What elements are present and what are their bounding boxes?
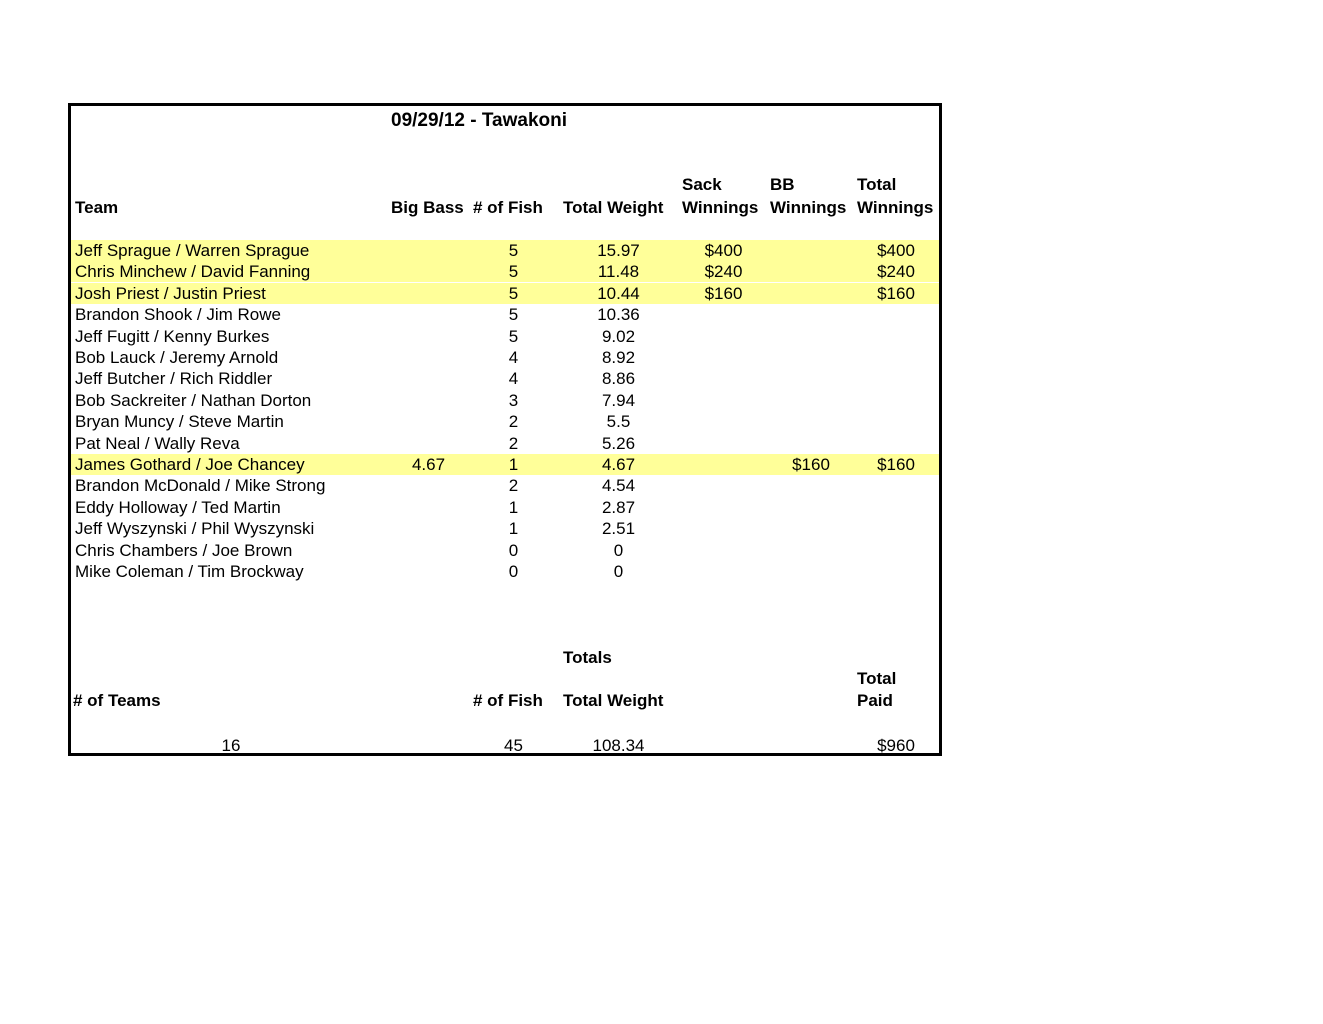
cell-bb-winnings	[771, 368, 851, 389]
cell-bb-winnings	[771, 540, 851, 561]
cell-team: Bob Sackreiter / Nathan Dorton	[75, 391, 312, 410]
table-row	[71, 347, 939, 368]
cell-sack-winnings: $160	[704, 284, 743, 303]
cell-big-bass	[391, 261, 466, 282]
header-big-bass: Big Bass	[391, 198, 464, 217]
table-row	[71, 368, 939, 389]
header-team: Team	[75, 198, 119, 217]
totals-label: Totals	[563, 648, 612, 667]
table-row	[71, 475, 939, 496]
cell-bb-winnings: $160	[792, 455, 830, 474]
header-bb-winnings-bottom: Winnings	[770, 198, 847, 217]
cell-sack-winnings	[681, 368, 766, 389]
cell-total-winnings	[856, 304, 936, 325]
cell-big-bass	[391, 240, 466, 261]
cell-total-weight: 9.02	[601, 327, 636, 346]
cell-num-fish: 2	[508, 476, 519, 495]
cell-big-bass	[391, 561, 466, 582]
cell-total-winnings	[856, 518, 936, 539]
cell-total-weight: 4.54	[601, 476, 636, 495]
cell-big-bass	[391, 347, 466, 368]
cell-bb-winnings	[771, 433, 851, 454]
cell-sack-winnings	[681, 475, 766, 496]
cell-bb-winnings	[771, 326, 851, 347]
sheet-title: 09/29/12 - Tawakoni	[391, 110, 568, 131]
table-row	[71, 518, 939, 539]
cell-total-weight: 2.51	[601, 519, 636, 538]
cell-total-weight: 5.5	[606, 412, 631, 431]
totals-total-weight-label: Total Weight	[563, 691, 664, 710]
cell-big-bass	[391, 540, 466, 561]
cell-num-fish: 1	[508, 455, 519, 474]
cell-bb-winnings	[771, 261, 851, 282]
cell-team: Eddy Holloway / Ted Martin	[75, 498, 281, 517]
cell-total-winnings	[856, 347, 936, 368]
cell-total-winnings	[856, 475, 936, 496]
cell-team: Jeff Wyszynski / Phil Wyszynski	[75, 519, 315, 538]
cell-num-fish: 5	[508, 305, 519, 324]
cell-team: Jeff Sprague / Warren Sprague	[75, 241, 310, 260]
cell-total-weight: 0	[613, 562, 624, 581]
cell-big-bass	[391, 304, 466, 325]
cell-big-bass	[391, 518, 466, 539]
cell-sack-winnings	[681, 326, 766, 347]
table-row	[71, 411, 939, 432]
table-row	[71, 240, 939, 261]
cell-total-winnings	[856, 433, 936, 454]
header-sack-winnings-bottom: Winnings	[682, 198, 759, 217]
cell-total-winnings: $240	[877, 262, 915, 281]
table-row	[71, 261, 939, 282]
cell-bb-winnings	[771, 304, 851, 325]
cell-total-winnings	[856, 540, 936, 561]
cell-total-weight: 2.87	[601, 498, 636, 517]
cell-num-fish: 0	[508, 562, 519, 581]
cell-sack-winnings	[681, 304, 766, 325]
table-row	[71, 283, 939, 304]
cell-team: Bob Lauck / Jeremy Arnold	[75, 348, 279, 367]
cell-total-weight: 8.86	[601, 369, 636, 388]
cell-team: Brandon Shook / Jim Rowe	[75, 305, 281, 324]
cell-sack-winnings	[681, 497, 766, 518]
table-row	[71, 561, 939, 582]
cell-total-weight: 10.44	[597, 284, 640, 303]
header-bb-winnings-top: BB	[770, 175, 795, 194]
cell-bb-winnings	[771, 240, 851, 261]
cell-num-fish: 0	[508, 541, 519, 560]
cell-total-weight: 4.67	[601, 455, 636, 474]
cell-team: James Gothard / Joe Chancey	[75, 455, 305, 474]
cell-team: Bryan Muncy / Steve Martin	[75, 412, 284, 431]
header-total-winnings-top: Total	[857, 175, 897, 194]
totals-total-paid-value: $960	[877, 736, 915, 755]
cell-total-winnings: $400	[877, 241, 915, 260]
cell-sack-winnings	[681, 347, 766, 368]
totals-num-fish-label: # of Fish	[473, 691, 543, 710]
totals-total-paid-label-bottom: Paid	[857, 691, 893, 710]
cell-total-weight: 10.36	[597, 305, 640, 324]
cell-total-winnings: $160	[877, 455, 915, 474]
cell-num-fish: 5	[508, 284, 519, 303]
cell-num-fish: 5	[508, 327, 519, 346]
cell-sack-winnings: $240	[704, 262, 743, 281]
cell-sack-winnings	[681, 454, 766, 475]
cell-sack-winnings	[681, 390, 766, 411]
cell-num-fish: 2	[508, 434, 519, 453]
cell-team: Pat Neal / Wally Reva	[75, 434, 240, 453]
totals-num-teams-label: # of Teams	[73, 691, 161, 710]
cell-num-fish: 3	[508, 391, 519, 410]
cell-num-fish: 5	[508, 241, 519, 260]
cell-big-bass	[391, 433, 466, 454]
cell-num-fish: 1	[508, 498, 519, 517]
cell-bb-winnings	[771, 390, 851, 411]
table-row	[71, 540, 939, 561]
table-row	[71, 326, 939, 347]
cell-total-winnings	[856, 368, 936, 389]
cell-total-winnings	[856, 497, 936, 518]
header-total-winnings-bottom: Winnings	[857, 198, 934, 217]
cell-sack-winnings	[681, 540, 766, 561]
cell-total-weight: 8.92	[601, 348, 636, 367]
cell-total-winnings	[856, 390, 936, 411]
cell-big-bass	[391, 390, 466, 411]
cell-total-winnings	[856, 326, 936, 347]
cell-total-weight: 0	[613, 541, 624, 560]
cell-team: Chris Chambers / Joe Brown	[75, 541, 293, 560]
cell-sack-winnings	[681, 433, 766, 454]
totals-total-weight-value: 108.34	[592, 736, 645, 755]
totals-num-teams-value: 16	[221, 736, 241, 755]
table-row	[71, 390, 939, 411]
cell-big-bass	[391, 283, 466, 304]
table-row	[71, 497, 939, 518]
cell-team: Brandon McDonald / Mike Strong	[75, 476, 326, 495]
cell-total-winnings	[856, 411, 936, 432]
cell-big-bass	[391, 497, 466, 518]
cell-sack-winnings	[681, 518, 766, 539]
cell-bb-winnings	[771, 347, 851, 368]
cell-num-fish: 5	[508, 262, 519, 281]
header-sack-winnings-top: Sack	[682, 175, 722, 194]
cell-total-weight: 5.26	[601, 434, 636, 453]
cell-team: Josh Priest / Justin Priest	[75, 284, 266, 303]
cell-num-fish: 4	[508, 348, 519, 367]
cell-total-weight: 7.94	[601, 391, 636, 410]
cell-bb-winnings	[771, 497, 851, 518]
cell-team: Jeff Butcher / Rich Riddler	[75, 369, 273, 388]
table-row	[71, 433, 939, 454]
table-row	[71, 304, 939, 325]
cell-big-bass	[391, 368, 466, 389]
totals-num-fish-value: 45	[504, 736, 523, 755]
cell-team: Jeff Fugitt / Kenny Burkes	[75, 327, 270, 346]
cell-bb-winnings	[771, 561, 851, 582]
cell-big-bass	[391, 475, 466, 496]
cell-team: Mike Coleman / Tim Brockway	[75, 562, 304, 581]
cell-bb-winnings	[771, 518, 851, 539]
cell-big-bass: 4.67	[411, 455, 446, 474]
header-total-weight: Total Weight	[563, 198, 664, 217]
cell-bb-winnings	[771, 475, 851, 496]
cell-num-fish: 2	[508, 412, 519, 431]
results-sheet	[68, 103, 942, 756]
cell-total-weight: 15.97	[597, 241, 640, 260]
cell-big-bass	[391, 411, 466, 432]
table-row	[71, 454, 939, 475]
cell-total-winnings: $160	[877, 284, 915, 303]
cell-team: Chris Minchew / David Fanning	[75, 262, 311, 281]
cell-sack-winnings	[681, 561, 766, 582]
cell-total-weight: 11.48	[597, 262, 640, 281]
cell-sack-winnings	[681, 411, 766, 432]
cell-num-fish: 4	[508, 369, 519, 388]
cell-sack-winnings: $400	[704, 241, 743, 260]
cell-big-bass	[391, 326, 466, 347]
cell-bb-winnings	[771, 411, 851, 432]
header-num-fish: # of Fish	[473, 198, 543, 217]
cell-bb-winnings	[771, 283, 851, 304]
totals-total-paid-label-top: Total	[857, 669, 897, 688]
cell-num-fish: 1	[508, 519, 519, 538]
cell-total-winnings	[856, 561, 936, 582]
